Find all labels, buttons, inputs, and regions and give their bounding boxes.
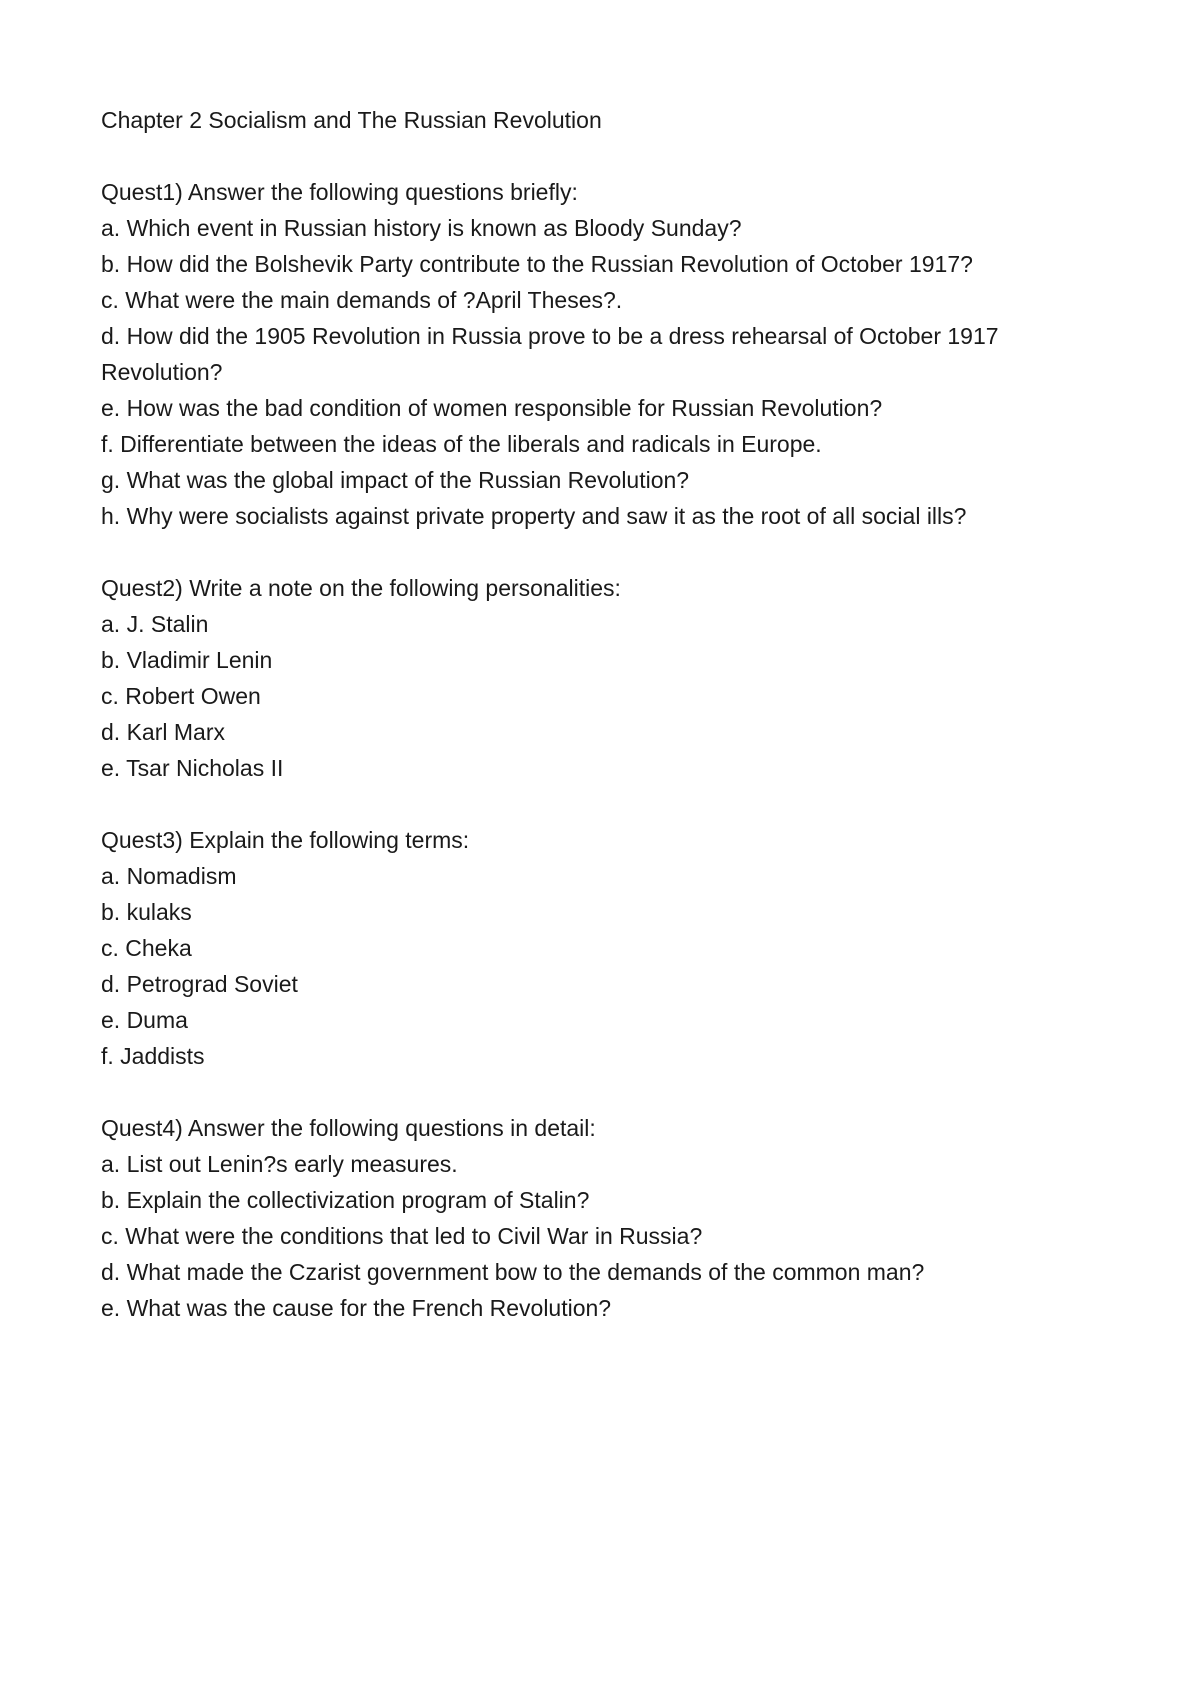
- list-item: e. Duma: [101, 1007, 188, 1033]
- list-item: e. Tsar Nicholas II: [101, 755, 284, 781]
- question-item: h. Why were socialists against private property and saw it as the root of all social ills?: [101, 503, 967, 529]
- question-item: a. Which event in Russian history is known as Bloody Sunday?: [101, 215, 742, 241]
- question-item: b. How did the Bolshevik Party contribute to the Russian Revolution of October 1917?: [101, 251, 973, 277]
- section-heading: Quest1) Answer the following questions briefly:: [101, 179, 578, 205]
- list-item: a. Nomadism: [101, 863, 237, 889]
- list-item: b. kulaks: [101, 899, 192, 925]
- section-quest3: [101, 822, 1101, 1074]
- section-heading: Quest4) Answer the following questions in detail:: [101, 1115, 596, 1141]
- section-quest2: [101, 570, 1101, 786]
- list-item: c. Robert Owen: [101, 683, 261, 709]
- list-item: b. Vladimir Lenin: [101, 647, 273, 673]
- question-item: b. Explain the collectivization program of Stalin?: [101, 1187, 590, 1213]
- list-item: d. Karl Marx: [101, 719, 225, 745]
- question-item: c. What were the conditions that led to Civil War in Russia?: [101, 1223, 703, 1249]
- page-title: Chapter 2 Socialism and The Russian Revolution: [101, 107, 602, 133]
- question-item: e. What was the cause for the French Revolution?: [101, 1295, 612, 1321]
- section-heading: Quest3) Explain the following terms:: [101, 827, 470, 853]
- list-item: f. Jaddists: [101, 1043, 205, 1069]
- section-heading: Quest2) Write a note on the following personalities:: [101, 575, 621, 601]
- question-item: g. What was the global impact of the Russian Revolution?: [101, 467, 690, 493]
- question-item: e. How was the bad condition of women responsible for Russian Revolution?: [101, 395, 883, 421]
- document-content: [101, 102, 1101, 1362]
- list-item: a. J. Stalin: [101, 611, 209, 637]
- question-item: c. What were the main demands of ?April Theses?.: [101, 287, 623, 313]
- question-item: d. How did the 1905 Revolution in Russia prove to be a dress rehearsal of October 1917 Revolution?: [101, 323, 999, 385]
- question-item: d. What made the Czarist government bow to the demands of the common man?: [101, 1259, 925, 1285]
- question-item: a. List out Lenin?s early measures.: [101, 1151, 458, 1177]
- section-quest4: [101, 1110, 1101, 1326]
- section-quest1: [101, 174, 1101, 534]
- question-item: f. Differentiate between the ideas of the liberals and radicals in Europe.: [101, 431, 822, 457]
- list-item: d. Petrograd Soviet: [101, 971, 298, 997]
- list-item: c. Cheka: [101, 935, 192, 961]
